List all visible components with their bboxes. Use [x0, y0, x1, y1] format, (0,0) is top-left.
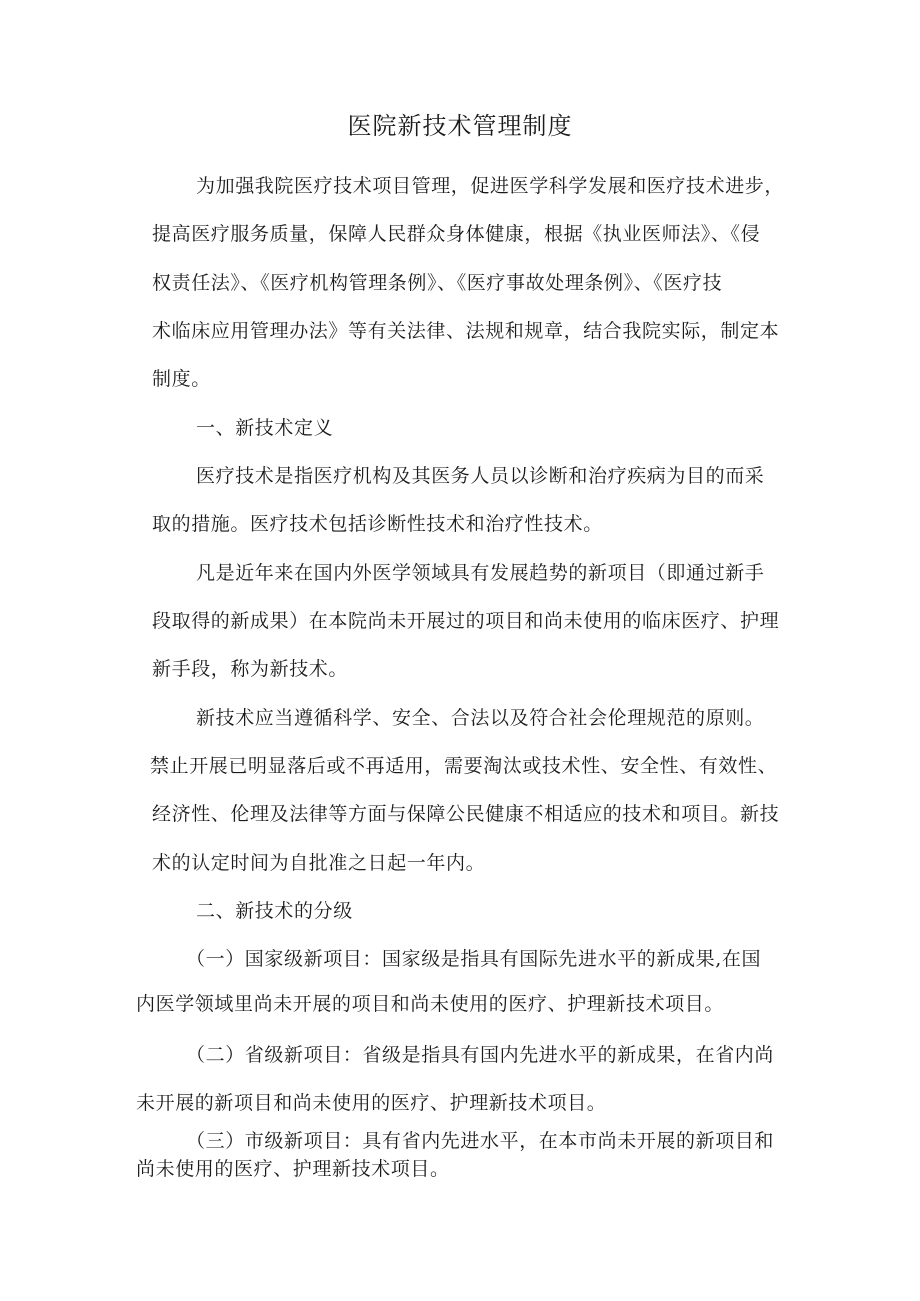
- text-line: 术临床应用管理办法》等有关法律、法规和规章，结合我院实际，制定本: [152, 320, 780, 342]
- text-line: 为加强我院医疗技术项目管理，促进医学科学发展和医疗技术进步，: [196, 175, 785, 197]
- text-line: （一）国家级新项目：国家级是指具有国际先进水平的新成果,在国: [186, 948, 762, 970]
- text-line: 内医学领域里尚未开展的项目和尚未使用的医疗、护理新技术项目。: [136, 993, 725, 1015]
- text-line: 段取得的新成果）在本院尚未开展过的项目和尚未使用的临床医疗、护理: [152, 610, 780, 632]
- text-line: 制度。: [152, 368, 211, 390]
- document-title: 医院新技术管理制度: [347, 112, 573, 140]
- text-line: 新技术应当遵循科学、安全、合法以及符合社会伦理规范的原则。: [196, 707, 765, 729]
- text-line: 新手段，称为新技术。: [152, 658, 349, 680]
- text-line: 医疗技术是指医疗机构及其医务人员以诊断和治疗疾病为目的而采: [196, 465, 765, 487]
- text-line: （三）市级新项目：具有省内先进水平，在本市尚未开展的新项目和: [186, 1130, 775, 1152]
- section-heading: 二、新技术的分级: [196, 900, 353, 922]
- text-line: 未开展的新项目和尚未使用的医疗、护理新技术项目。: [136, 1092, 607, 1114]
- section-heading: 一、新技术定义: [196, 417, 334, 439]
- text-line: 经济性、伦理及法律等方面与保障公民健康不相适应的技术和项目。新技: [152, 803, 780, 825]
- text-line: 尚未使用的医疗、护理新技术项目。: [136, 1158, 450, 1180]
- text-line: 取的措施。医疗技术包括诊断性技术和治疗性技术。: [152, 513, 603, 535]
- text-line: （二）省级新项目：省级是指具有国内先进水平的新成果，在省内尚: [186, 1044, 775, 1066]
- text-line: 禁止开展已明显落后或不再适用，需要淘汰或技术性、安全性、有效性、: [150, 755, 778, 777]
- text-line: 提高医疗服务质量，保障人民群众身体健康，根据《执业医师法》、《侵: [152, 223, 761, 245]
- text-line: 凡是近年来在国内外医学领域具有发展趋势的新项目（即通过新手: [196, 562, 765, 584]
- text-line: 术的认定时间为自批准之日起一年内。: [152, 852, 486, 874]
- text-line: 权责任法》、《医疗机构管理条例》、《医疗事故处理条例》、《医疗技: [152, 272, 723, 294]
